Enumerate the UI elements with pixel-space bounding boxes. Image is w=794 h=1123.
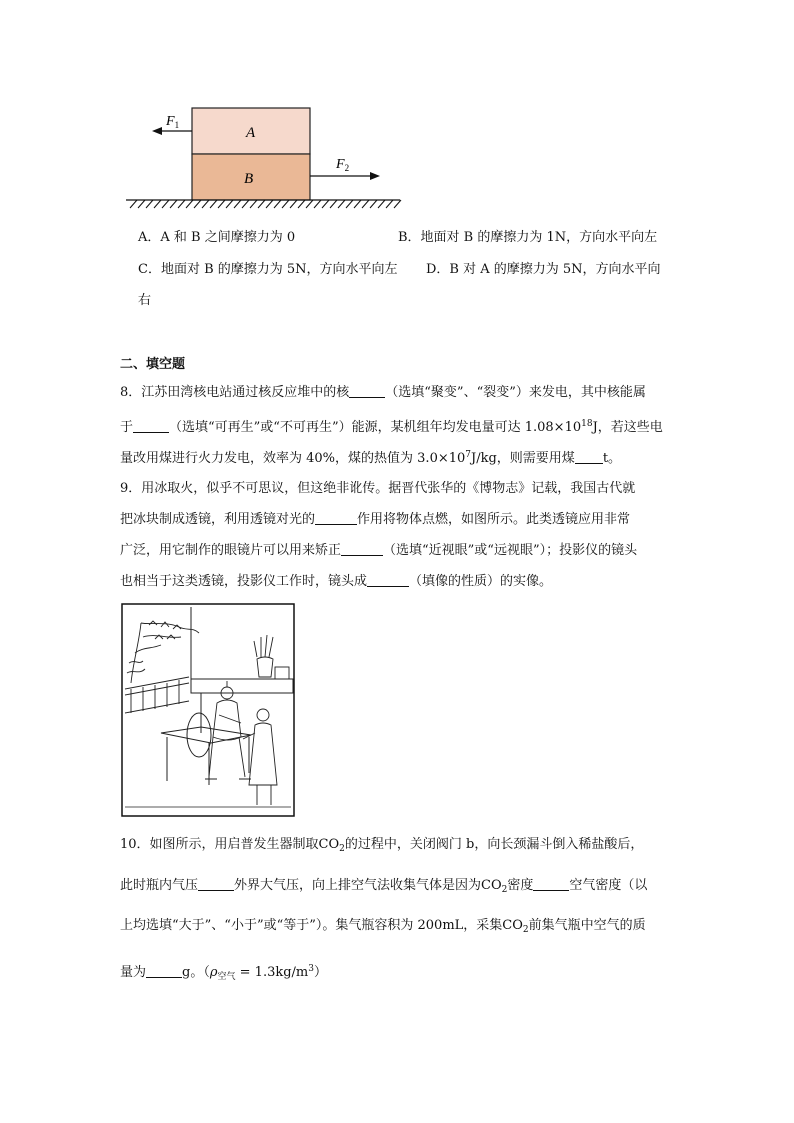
q7-option-d: D．B 对 A 的摩擦力为 5N，方向水平向 (426, 262, 661, 277)
q10-line-2 (120, 876, 680, 900)
q9-text: （选填“近视眼”或“远视眼”）；投影仪的镜头 (383, 543, 638, 558)
q9-line-2 (120, 510, 680, 530)
rho-subscript: 空气 (217, 972, 236, 982)
block-a-label: A (246, 125, 256, 141)
answer-blank[interactable] (349, 383, 385, 398)
q8-text: 于 (120, 420, 134, 435)
q10-text: ） (314, 965, 328, 980)
answer-blank[interactable] (341, 541, 383, 556)
co2-formula: $CO_2$ (502, 918, 529, 935)
q10-text: 10．如图所示，用启普发生器制取 (120, 837, 319, 852)
f1-arrowhead-icon (152, 127, 162, 135)
q8-line-3 (120, 445, 680, 469)
answer-blank[interactable] (133, 418, 169, 433)
q8-line-1 (120, 383, 680, 403)
q9-text: 广泛，用它制作的眼镜片可以用来矫正 (120, 543, 342, 558)
co2-formula: $CO_2$ (318, 837, 345, 854)
answer-blank[interactable] (146, 963, 182, 978)
q9-line-3 (120, 541, 680, 561)
section-title: 二、填空题 (120, 357, 186, 372)
q10-text: 此时瓶内气压 (120, 878, 199, 893)
q7-option-c: C．地面对 B 的摩擦力为 5N，方向水平向左 (138, 262, 398, 277)
q9-text: （填像的性质）的实像。 (409, 574, 553, 589)
q8-text: J，若这些电 (592, 420, 663, 435)
block-b-label: B (244, 171, 254, 187)
ancient-ice-lens-illustration (121, 603, 295, 817)
co2-formula: $CO_2$ (481, 878, 508, 895)
q10-text: 密度 (507, 878, 534, 893)
q10-text: 空气密度（以 (569, 878, 648, 893)
q10-text: 外界大气压，向上排空气法收集气体是因为 (234, 878, 482, 893)
ground-hatch (130, 200, 401, 208)
f2-arrowhead-icon (370, 172, 380, 180)
answer-blank[interactable] (367, 572, 409, 587)
f2-label: $F_2$ (336, 157, 350, 173)
q10-text: 上均选填“大于”、“小于”或“等于”）。集气瓶容积为 200mL，采集 (120, 918, 503, 933)
q7-option-a: A．A 和 B 之间摩擦力为 0 (138, 230, 296, 245)
q10-text: 的过程中，关闭阀门 b，向长颈漏斗倒入稀盐酸后， (344, 837, 644, 852)
q9-text: 作用将物体点燃，如图所示。此类透镜应用非常 (357, 512, 631, 527)
q8-exponent: 18 (581, 419, 593, 429)
q10-line-4 (120, 959, 680, 987)
q10-exponent: 3 (308, 964, 314, 974)
q10-text: = 1.3kg/m (235, 965, 309, 980)
q8-text: t。 (602, 451, 622, 466)
q7-option-b: B．地面对 B 的摩擦力为 1N，方向水平向左 (398, 230, 658, 245)
answer-blank[interactable] (198, 876, 234, 891)
answer-blank[interactable] (533, 876, 569, 891)
q7-option-d-continued: 右 (138, 293, 152, 308)
blocks-figure (118, 100, 408, 215)
q10-text: g。（ (182, 965, 210, 980)
q8-exponent: 7 (465, 450, 472, 460)
q10-line-1 (120, 835, 680, 859)
q10-line-3 (120, 916, 680, 940)
q8-text: 量改用煤进行火力发电，效率为 40%，煤的热值为 3.0×10 (120, 451, 466, 466)
q9-line-1: 9．用冰取火，似乎不可思议，但这绝非讹传。据晋代张华的《博物志》记载，我国古代就 (120, 481, 636, 496)
rho-symbol: ρ (209, 965, 218, 980)
q8-text: 8．江苏田湾核电站通过核反应堆中的核 (120, 385, 350, 400)
q8-line-2 (120, 414, 680, 438)
q10-text: 前集气瓶中空气的质 (528, 918, 646, 933)
q10-text: 量为 (120, 965, 147, 980)
q9-text: 也相当于这类透镜，投影仪工作时，镜头成 (120, 574, 368, 589)
f1-label: $F_1$ (166, 114, 180, 130)
q9-line-4 (120, 572, 680, 592)
q9-text: 把冰块制成透镜，利用透镜对光的 (120, 512, 316, 527)
answer-blank[interactable] (315, 510, 357, 525)
answer-blank[interactable] (575, 449, 603, 464)
q8-text: J/kg，则需要用煤 (471, 451, 575, 466)
q8-text: （选填“聚变”、“裂变”）来发电，其中核能属 (385, 385, 646, 400)
q8-text: （选填“可再生”或“不可再生”）能源，某机组年均发电量可达 1.08×10 (169, 420, 582, 435)
